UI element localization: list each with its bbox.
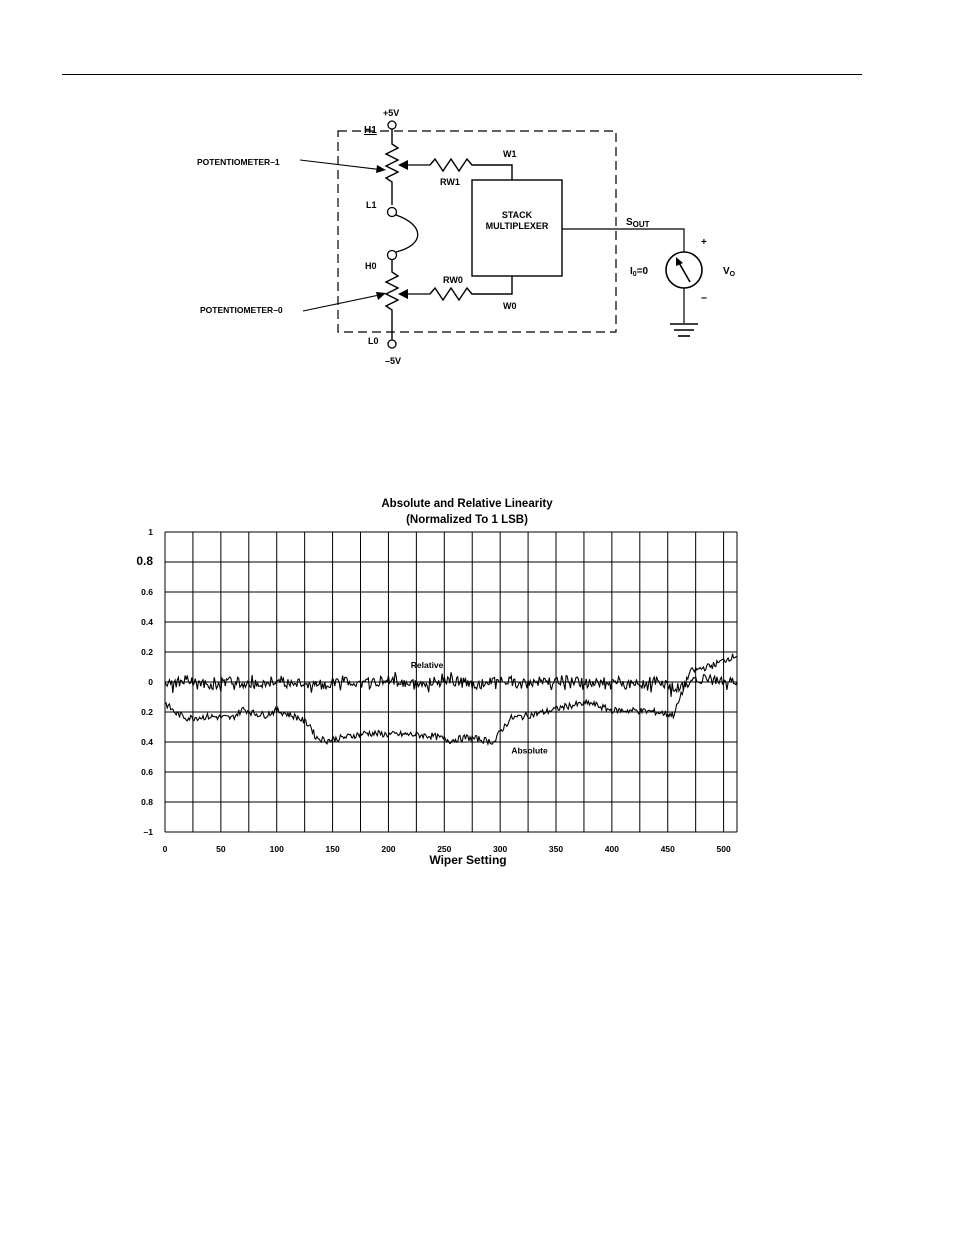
y-tick-label: 0.8: [141, 797, 153, 807]
label-mux-line1: STACK: [501, 210, 533, 220]
annotation-absolute: Absolute: [511, 745, 548, 756]
label-l1: L1: [366, 200, 377, 210]
y-tick-label: 0.6: [141, 767, 153, 777]
label-neg5v: –5V: [385, 356, 402, 366]
x-tick-label: 300: [493, 844, 508, 854]
label-h0: H0: [365, 261, 377, 271]
y-tick-label: 1: [148, 527, 153, 537]
chart-series: [165, 654, 737, 744]
label-plus: +: [701, 237, 707, 248]
label-minus: –: [701, 292, 708, 304]
x-axis-label: Wiper Setting: [429, 853, 507, 867]
label-pos5v: +5V: [383, 108, 400, 118]
label-rw0: RW0: [443, 275, 463, 285]
x-tick-label: 450: [660, 844, 675, 854]
label-w0: W0: [503, 301, 517, 311]
label-io: $I_0=0$: [630, 266, 649, 278]
x-tick-label: 0: [162, 844, 168, 854]
y-tick-label: 0.2: [141, 647, 153, 657]
series-line-relative: [165, 672, 737, 697]
y-tick-label: 0.6: [141, 587, 153, 597]
y-tick-label: 0: [148, 677, 153, 687]
chart-annotations: [411, 660, 548, 756]
chart-grid: [165, 532, 737, 832]
chart-subtitle: (Normalized To 1 LSB): [406, 514, 528, 526]
label-pot0: POTENTIOMETER–0: [200, 305, 283, 315]
y-tick-label: 0.8: [136, 554, 153, 568]
x-tick-label: 200: [381, 844, 396, 854]
x-tick-label: 100: [269, 844, 284, 854]
label-rw1: RW1: [440, 177, 460, 187]
label-w1: W1: [503, 149, 517, 159]
series-line-absolute: [165, 654, 737, 744]
x-tick-label: 400: [604, 844, 619, 854]
label-l0: L0: [368, 336, 379, 346]
chart-ticks: [136, 527, 731, 854]
y-tick-label: 0.4: [141, 617, 153, 627]
label-sout: $S_{OUT}$: [626, 217, 650, 229]
x-tick-label: 150: [325, 844, 340, 854]
x-tick-label: 500: [716, 844, 731, 854]
label-vo: $V_O$: [723, 266, 736, 278]
label-h1: H1: [364, 125, 377, 136]
label-mux-line2: MULTIPLEXER: [485, 221, 549, 231]
y-tick-label: 0.2: [141, 707, 153, 717]
x-tick-label: 50: [216, 844, 226, 854]
y-tick-label: –1: [143, 827, 153, 837]
chart-title: Absolute and Relative Linearity: [381, 498, 553, 510]
annotation-relative: Relative: [410, 660, 444, 670]
x-tick-label: 250: [437, 844, 452, 854]
label-pot1: POTENTIOMETER–1: [197, 157, 280, 167]
x-tick-label: 350: [548, 844, 564, 854]
y-tick-label: 0.4: [141, 737, 153, 747]
